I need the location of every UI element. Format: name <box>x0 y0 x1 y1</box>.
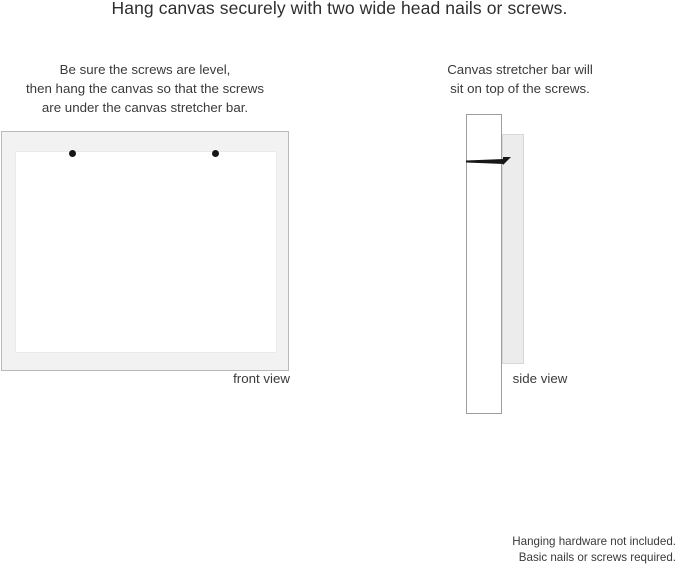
front-view-label: front view <box>233 371 290 386</box>
front-view-caption-line-1: Be sure the screws are level, <box>59 62 231 77</box>
footnote-line-1: Hanging hardware not included. <box>512 535 676 548</box>
front-view-canvas-frame <box>1 131 289 371</box>
footnote <box>276 534 676 566</box>
front-view-caption-line-2: then hang the canvas so that the screws <box>25 81 264 96</box>
side-view-label: side view <box>512 371 568 386</box>
front-view-caption-line-3: are under the canvas stretcher bar. <box>41 100 249 115</box>
side-view-wall-stretcher-bar <box>466 114 502 414</box>
side-view-caption-line-2: sit on top of the screws. <box>450 81 590 96</box>
side-view-caption-line-1: Canvas stretcher bar will <box>447 62 593 77</box>
footnote-line-2: Basic nails or screws required. <box>518 551 676 564</box>
screw-head-left-icon <box>69 150 76 157</box>
side-view-caption <box>375 60 665 98</box>
page-title: Hang canvas securely with two wide head nails or screws. <box>111 0 568 18</box>
screw-head-right-icon <box>212 150 219 157</box>
front-view-canvas-face <box>15 151 277 353</box>
front-view-caption <box>0 60 290 117</box>
side-view-canvas-body <box>502 134 524 364</box>
